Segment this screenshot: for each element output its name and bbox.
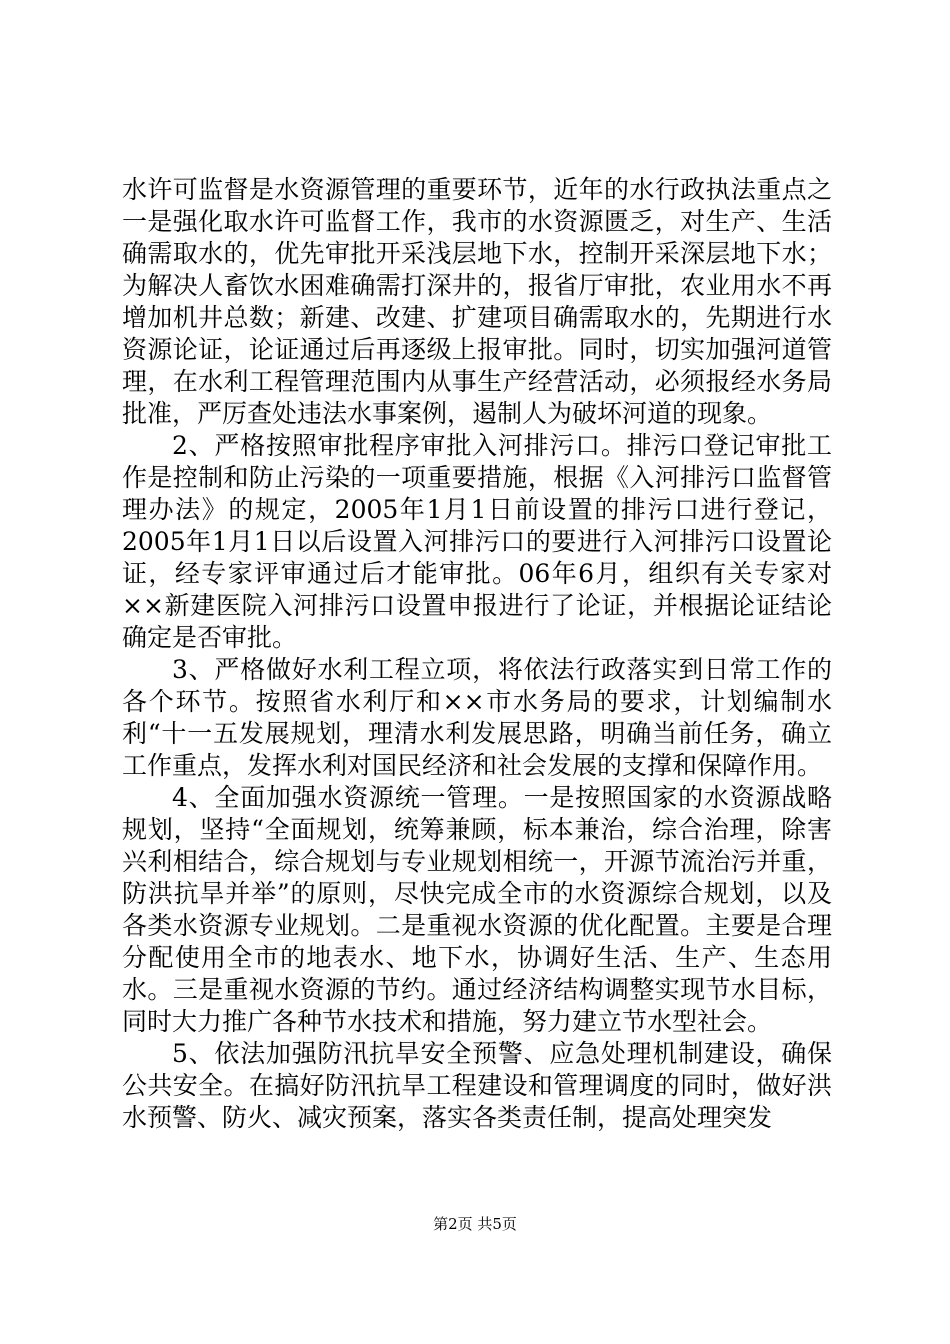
paragraph-item-3: 3、严格做好水利工程立项，将依法行政落实到日常工作的各个环节。按照省水利厅和××市水务局的要求，计划编制水利“十一五发展规划，理清水利发展思路，明确当前任务，确立工作重点，发挥水利对国民经济和社会发展的支撑和保障作用。	[122, 655, 832, 780]
document-body	[122, 174, 832, 1134]
paragraph-item-5: 5、依法加强防汛抗旱安全预警、应急处理机制建设，确保公共安全。在搞好防汛抗旱工程建设和管理调度的同时，做好洪水预警、防火、减灾预案，落实各类责任制，提高处理突发	[122, 1039, 832, 1132]
paragraph-continuation: 水许可监督是水资源管理的重要环节，近年的水行政执法重点之一是强化取水许可监督工作，我市的水资源匮乏，对生产、生活确需取水的，优先审批开采浅层地下水，控制开采深层地下水；为解决人畜饮水困难确需打深井的，报省厅审批，农业用水不再增加机井总数；新建、改建、扩建项目确需取水的，先期进行水资源论证，论证通过后再逐级上报审批。同时，切实加强河道管理，在水利工程管理范围内从事生产经营活动，必须报经水务局批准，严厉查处违法水事案例，遏制人为破坏河道的现象。	[122, 175, 832, 428]
page-footer: 第2页 共5页	[433, 1215, 517, 1233]
paragraph-item-2: 2、严格按照审批程序审批入河排污口。排污口登记审批工作是控制和防止污染的一项重要措施，根据《入河排污口监督管理办法》的规定，2005年1月1日前设置的排污口进行登记，2005年1月1日以后设置入河排污口的要进行入河排污口设置论证，经专家评审通过后才能审批。06年6月，组织有关专家对××新建医院入河排污口设置申报进行了论证，并根据论证结论确定是否审批。	[122, 431, 832, 652]
paragraph-item-4: 4、全面加强水资源统一管理。一是按照国家的水资源战略规划，坚持“全面规划，统筹兼顾，标本兼治，综合治理，除害兴利相结合，综合规划与专业规划相统一，开源节流治污并重，防洪抗旱并举”的原则，尽快完成全市的水资源综合规划，以及各类水资源专业规划。二是重视水资源的优化配置。主要是合理分配使用全市的地表水、地下水，协调好生活、生产、生态用水。三是重视水资源的节约。通过经济结构调整实现节水目标，同时大力推广各种节水技术和措施，努力建立节水型社会。	[122, 783, 832, 1036]
